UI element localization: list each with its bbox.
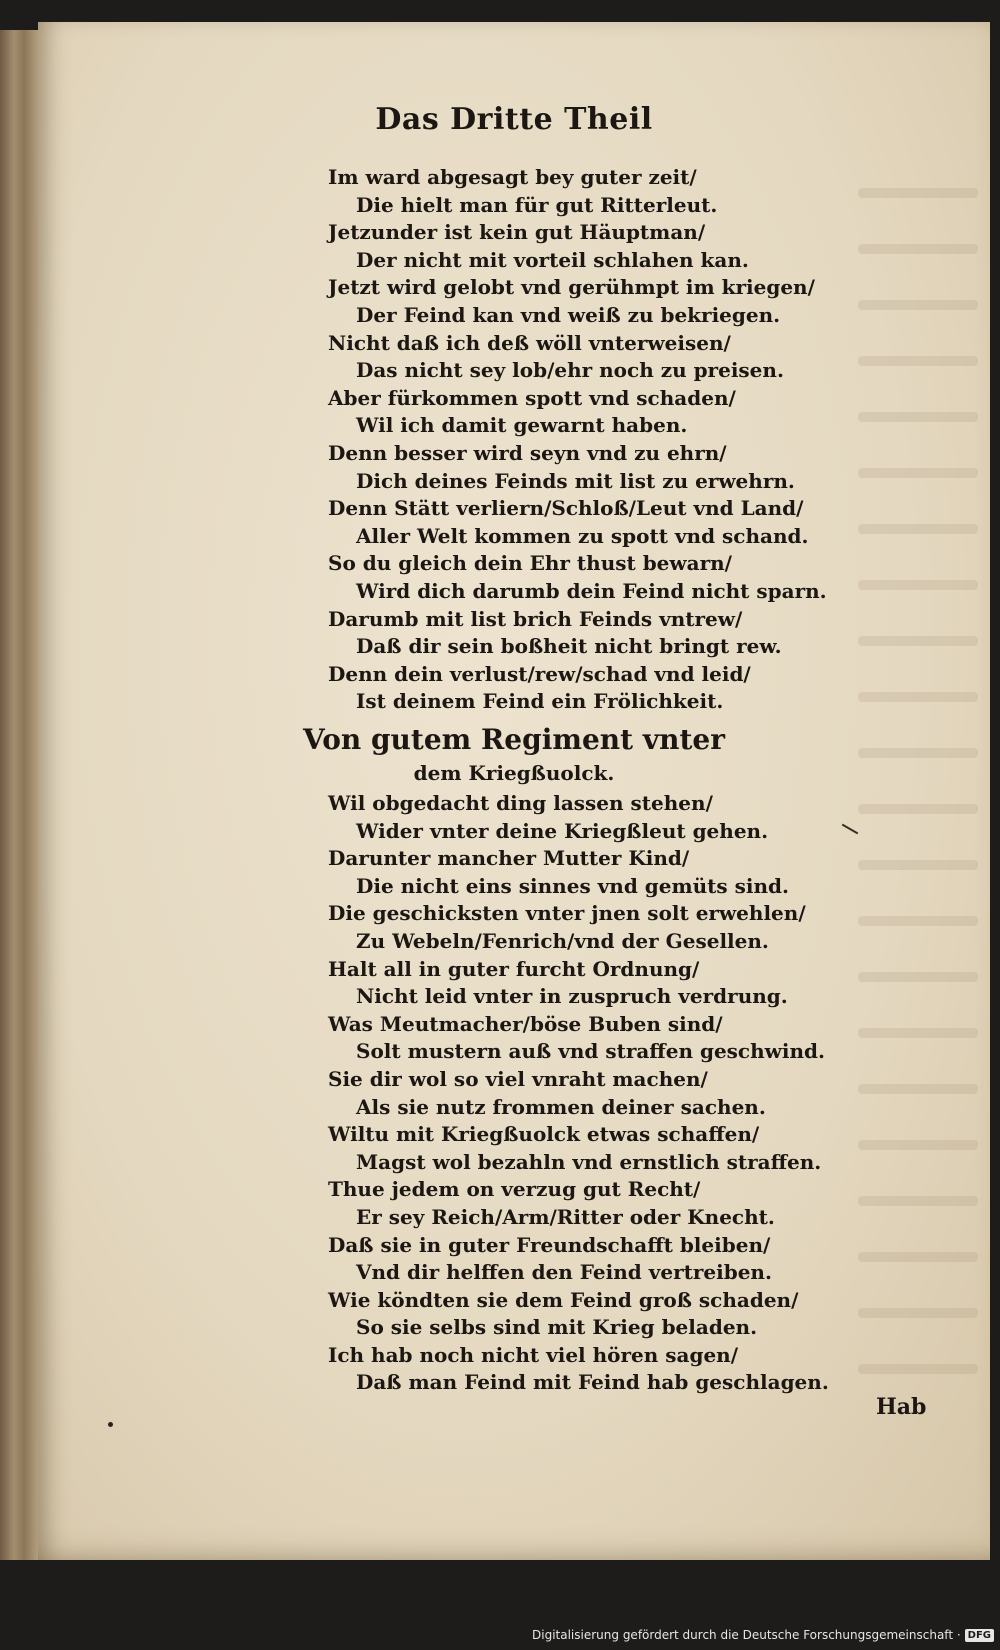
- verse-line: Aber fürkommen spott vnd schaden/: [328, 385, 736, 410]
- verse-line: Wiltu mit Kriegßuolck etwas schaffen/: [328, 1122, 760, 1147]
- verse-block-1: [328, 164, 827, 716]
- verse-line: Im ward abgesagt bey guter zeit/: [328, 165, 697, 189]
- verse-line: Jetzt wird gelobt vnd gerühmpt im kriegen/: [328, 275, 815, 300]
- book-page: [38, 22, 990, 1560]
- verse-line: Daß sie in guter Freundschafft bleiben/: [328, 1232, 771, 1257]
- ink-mark: [842, 824, 859, 835]
- verse-line: Der nicht mit vorteil schlahen kan.: [356, 247, 749, 272]
- dfg-logo: DFG: [965, 1629, 994, 1642]
- verse-line: Der Feind kan vnd weiß zu bekriegen.: [356, 302, 781, 327]
- book-edge: [0, 30, 40, 1560]
- verse-line: Nicht daß ich deß wöll vnterweisen/: [328, 330, 731, 355]
- verse-block-2: [328, 790, 829, 1397]
- verse-line: Ich hab noch nicht viel hören sagen/: [328, 1342, 739, 1367]
- verse-line: Denn dein verlust/rew/schad vnd leid/: [328, 661, 751, 686]
- verse-line: Sie dir wol so viel vnraht machen/: [328, 1066, 708, 1091]
- verse-line: Die nicht eins sinnes vnd gemüts sind.: [356, 873, 789, 898]
- verse-line: Aller Welt kommen zu spott vnd schand.: [356, 523, 809, 548]
- verse-line: Wider vnter deine Kriegßleut gehen.: [356, 818, 769, 843]
- funding-credit: Digitalisierung gefördert durch die Deutsche Forschungsgemeinschaft ·: [532, 1628, 961, 1642]
- verse-line: Darumb mit list brich Feinds vntrew/: [328, 606, 743, 631]
- verse-line: Das nicht sey lob/ehr noch zu preisen.: [356, 358, 784, 383]
- verse-line: So du gleich dein Ehr thust bewarn/: [328, 551, 732, 576]
- running-head: Das Dritte Theil: [375, 102, 653, 137]
- verse-line: Wil obgedacht ding lassen stehen/: [328, 791, 713, 815]
- verse-line: Wird dich darumb dein Feind nicht sparn.: [356, 578, 827, 603]
- footer-bar: [0, 1620, 1000, 1650]
- verse-line: Er sey Reich/Arm/Ritter oder Knecht.: [356, 1204, 775, 1229]
- verse-line: Thue jedem on verzug gut Recht/: [328, 1177, 701, 1202]
- verse-line: Ist deinem Feind ein Frölichkeit.: [356, 689, 724, 714]
- verse-line: Daß man Feind mit Feind hab geschlagen.: [356, 1370, 829, 1395]
- verse-line: Wie köndten sie dem Feind groß schaden/: [328, 1287, 799, 1312]
- verse-line: Magst wol bezahln vnd ernstlich straffen.: [356, 1149, 822, 1174]
- verse-line: Dich deines Feinds mit list zu erwehrn.: [356, 468, 795, 493]
- verse-line: Die geschicksten vnter jnen solt erwehlen/: [328, 901, 806, 926]
- verse-line: Als sie nutz frommen deiner sachen.: [356, 1094, 766, 1119]
- verse-line: Nicht leid vnter in zuspruch verdrung.: [356, 984, 788, 1009]
- verse-line: So sie selbs sind mit Krieg beladen.: [356, 1315, 758, 1340]
- verse-line: Zu Webeln/Fenrich/vnd der Gesellen.: [356, 928, 769, 953]
- verse-line: Daß dir sein boßheit nicht bringt rew.: [356, 634, 782, 659]
- verse-line: Denn Stätt verliern/Schloß/Leut vnd Land/: [328, 496, 804, 521]
- section-heading: [38, 722, 990, 788]
- catchword: Hab: [876, 1394, 927, 1420]
- verse-line: Die hielt man für gut Ritterleut.: [356, 192, 718, 217]
- verse-line: Vnd dir helffen den Feind vertreiben.: [356, 1260, 772, 1285]
- verse-line: Halt all in guter furcht Ordnung/: [328, 956, 700, 981]
- section-heading-line-2: dem Kriegßuolck.: [413, 761, 615, 785]
- ink-spot: [108, 1422, 113, 1427]
- verse-line: Denn besser wird seyn vnd zu ehrn/: [328, 440, 727, 465]
- verse-line: Darunter mancher Mutter Kind/: [328, 846, 690, 871]
- verse-line: Jetzunder ist kein gut Häuptman/: [328, 220, 706, 245]
- verse-line: Wil ich damit gewarnt haben.: [356, 413, 688, 438]
- verse-line: Solt mustern auß vnd straffen geschwind.: [356, 1039, 825, 1064]
- section-heading-line-1: Von gutem Regiment vnter: [303, 723, 725, 756]
- verse-line: Was Meutmacher/böse Buben sind/: [328, 1011, 723, 1036]
